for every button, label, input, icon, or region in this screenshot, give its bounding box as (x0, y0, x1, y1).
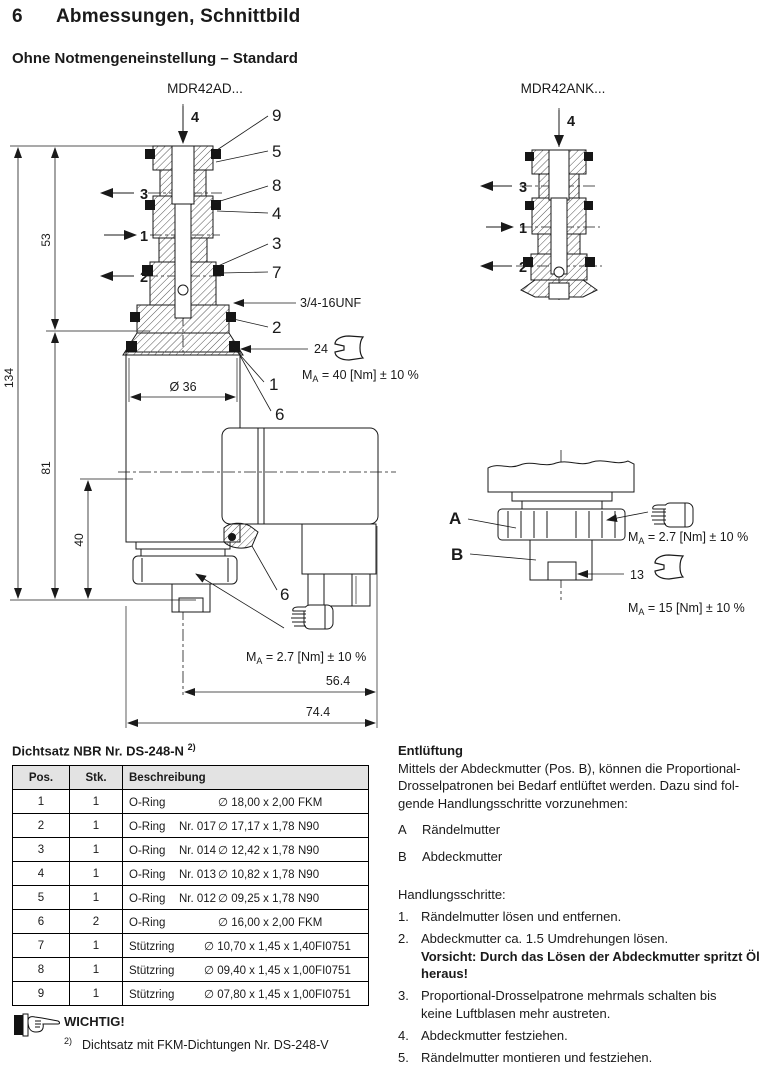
legend-item-a: A Rändelmutter (398, 822, 501, 837)
col-pos: Pos. (13, 766, 70, 790)
step-3-text: Proportional-Drosselpatrone mehrmals schalten bis keine Luftblasen mehr austreten. (421, 988, 717, 1021)
dim-56-4: 56.4 (325, 674, 351, 688)
hand-icon (651, 503, 693, 527)
knurled-nut (498, 509, 625, 540)
cross-section-mdr42ank (449, 108, 748, 617)
knurled-nut (133, 556, 237, 584)
table-title: Dichtsatz NBR Nr. DS-248-N $^{2)}$ (12, 742, 196, 759)
section-number: 6 (12, 6, 23, 27)
legend-item-b: B Abdeckmutter (398, 848, 503, 864)
flow-label: 4 (191, 110, 200, 126)
callout-2: 2 (272, 318, 282, 337)
col-beschreibung: Beschreibung (123, 766, 369, 790)
wrench-icon (335, 336, 363, 360)
table-row: 7 1 Stützring ∅ 10,70 x 1,45 x 1,40FI0751 (13, 934, 369, 958)
callout-6-upper: 6 (275, 405, 285, 424)
dim-74-4: 74.4 (305, 705, 331, 719)
dim-40: 40 (72, 533, 86, 547)
warning-text: Vorsicht: Durch das Lösen der Abdeckmutter spritzt Öl heraus! (421, 948, 760, 981)
venting-paragraph: Mittels der Abdeckmutter (Pos. B), können die Proportional- Drosselpatronen bei Bedarf entlüftet werden. Dazu sind fol- gende Handlungsschritte vorzunehmen: (398, 760, 741, 811)
important-note (14, 1012, 374, 1053)
label-b: B (451, 545, 464, 564)
seal-kit-table (12, 765, 369, 1006)
venting-section (398, 742, 766, 1066)
table-row: 4 1 O-Ring Nr. 013 ∅ 10,82 x 1,78 N90 (13, 862, 369, 886)
step-1: 1. Rändelmutter lösen und entfernen. (398, 909, 622, 924)
port-arrows (100, 187, 148, 286)
ball (178, 285, 188, 295)
wrench-icon (655, 555, 683, 579)
seal-kit-section (12, 742, 369, 1006)
dim-diameter: Ø 36 (169, 380, 197, 394)
callout-5: 5 (272, 142, 282, 161)
torque-wrench-label: $M_A = 40$ [Nm] ± 10 % (302, 368, 419, 384)
page-subtitle: Ohne Notmengeneinstellung – Standard (12, 50, 298, 67)
hand-icon (291, 605, 333, 629)
port-label-3: 3 (519, 180, 528, 196)
footnote-marker: 2) (64, 1036, 73, 1046)
table-row: 8 1 Stützring ∅ 09,40 x 1,45 x 1,00FI0751 (13, 958, 369, 982)
diagram-right-title: MDR42ANK... (520, 81, 606, 96)
flow-arrow-4 (178, 106, 199, 144)
cartridge-section (521, 150, 597, 299)
dim-81: 81 (39, 461, 53, 475)
table-row: 6 2 O-Ring ∅ 16,00 x 2,00 FKM (13, 910, 369, 934)
nut-assembly (488, 450, 634, 600)
table-row: 1 1 O-Ring ∅ 18,00 x 2,00 FKM (13, 790, 369, 814)
callout-4: 4 (272, 204, 282, 223)
col-stk: Stk. (70, 766, 123, 790)
dim-134: 134 (2, 367, 16, 389)
steps-heading: Handlungsschritte: (398, 887, 506, 902)
callout-6-lower: 6 (280, 585, 290, 604)
table-header-row (13, 766, 369, 790)
footnote-ref: 2) (187, 742, 196, 752)
page-title: Abmessungen, Schnittbild (56, 6, 301, 27)
cross-section-mdr42ad (2, 104, 419, 728)
torque-wrench-label: $M_A = 15$ [Nm] ± 10 % (628, 601, 745, 617)
step-2-text: Abdeckmutter ca. 1.5 Umdrehungen lösen. Vorsicht: Durch das Lösen der Abdeckmutter spritzt Öl heraus! (421, 931, 760, 981)
port-label-1: 1 (519, 221, 528, 237)
flange (123, 333, 243, 355)
label-a: A (449, 509, 462, 528)
callout-8: 8 (272, 176, 282, 195)
housing (488, 461, 634, 492)
table-row: 2 1 O-Ring Nr. 017 ∅ 17,17 x 1,78 N90 (13, 814, 369, 838)
step-5: 5. Rändelmutter montieren und festziehen. (398, 1049, 653, 1065)
seal-detail (224, 523, 258, 548)
port-label-2: 2 (519, 260, 528, 276)
step-4: 4. Abdeckmutter festziehen. (398, 1027, 568, 1043)
diagram-left-title: MDR42AD... (167, 81, 243, 96)
table-row: 5 1 O-Ring Nr. 012 ∅ 09,25 x 1,78 N90 (13, 886, 369, 910)
flow-label: 4 (567, 114, 576, 130)
callout-7: 7 (272, 263, 282, 282)
torque-hand-label: $M_A = 2.7$ [Nm] ± 10 % (628, 530, 749, 546)
venting-heading: Entlüftung (398, 743, 463, 758)
connector-nut (308, 574, 370, 606)
important-heading: WICHTIG! (64, 1014, 125, 1029)
port-label-3: 3 (140, 187, 149, 203)
flow-arrow-4 (554, 110, 575, 147)
cartridge-section (123, 146, 243, 355)
thread-label: 3/4-16UNF (300, 296, 362, 310)
port-label-2: 2 (140, 270, 149, 286)
step-3: 3. Proportional-Drosselpatrone mehrmals schalten bis keine Luftblasen mehr austreten. (398, 988, 717, 1021)
pointing-hand-icon (14, 1012, 62, 1038)
step-2: 2. Abdeckmutter ca. 1.5 Umdrehungen lösen. Vorsicht: Durch das Lösen der Abdeckmutter spritzt Öl heraus! (398, 931, 760, 981)
port-arrows (480, 180, 527, 276)
port-label-1: 1 (140, 229, 149, 245)
wrench-size-label: 24 (314, 342, 328, 356)
callout-3: 3 (272, 234, 282, 253)
callout-9: 9 (272, 106, 282, 125)
dim-53: 53 (39, 233, 53, 247)
torque-hand-label: $M_A = 2.7$ [Nm] ± 10 % (246, 650, 367, 666)
table-row: 9 1 Stützring ∅ 07,80 x 1,45 x 1,00FI0751 (13, 982, 369, 1006)
section-heading (12, 6, 300, 28)
wrench-size-label: 13 (630, 568, 644, 582)
table-row: 3 1 O-Ring Nr. 014 ∅ 12,42 x 1,78 N90 (13, 838, 369, 862)
technical-drawings (0, 75, 766, 735)
footnote: $^{2)}$ Dichtsatz mit FKM-Dichtungen Nr. DS-248-V (64, 1036, 329, 1053)
callout-1: 1 (269, 375, 279, 394)
